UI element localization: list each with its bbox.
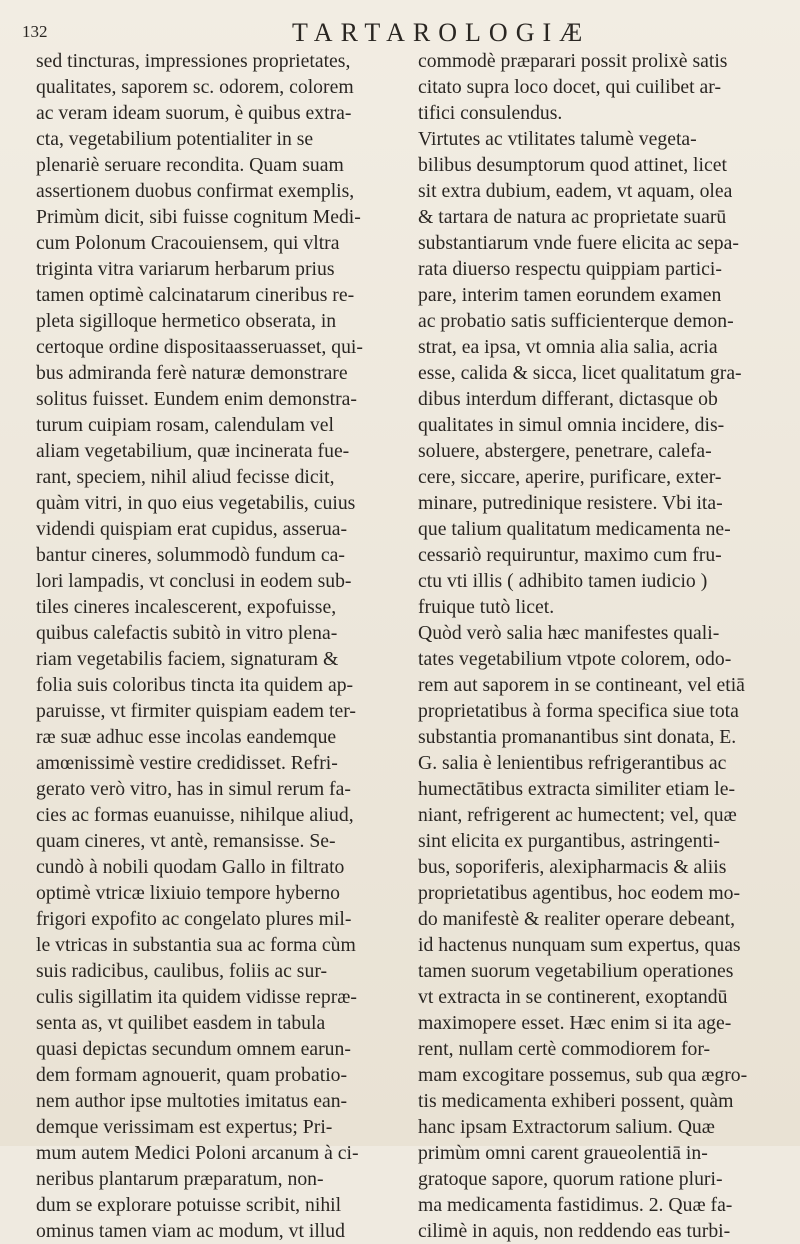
text-line: turum cuipiam rosam, calendulam vel (36, 414, 334, 436)
text-line: quibus calefactis subitò in vitro plena- (36, 622, 338, 644)
text-line: do manifestè & realiter operare debeant, (418, 908, 736, 930)
text-line: nem author ipse multoties imitatus ean- (36, 1090, 348, 1112)
text-line: paruisse, vt firmiter quispiam eadem ter- (36, 700, 356, 722)
text-line: tamen suorum vegetabilium operationes (418, 960, 734, 982)
text-line: niant, refrigerent ac humectent; vel, quæ (418, 804, 737, 826)
text-line: videndi quispiam erat cupidus, asserua- (36, 518, 348, 540)
text-line: bilibus desumptorum quod attinet, licet (418, 154, 727, 176)
text-line: proprietatibus agentibus, hoc eodem mo- (418, 882, 741, 904)
text-line: sit extra dubium, eadem, vt aquam, olea (418, 180, 733, 202)
text-line: bantur cineres, solummodò fundum ca- (36, 544, 345, 566)
text-line: que talium qualitatum medicamenta ne- (418, 518, 731, 540)
text-line: sint elicita ex purgantibus, astringenti- (418, 830, 720, 852)
text-line: vt extracta in se continerent, exoptandū (418, 986, 728, 1008)
text-line: & tartara de natura ac proprietate suarū (418, 206, 727, 228)
text-line: aliam vegetabilium, quæ incinerata fue- (36, 440, 350, 462)
text-line: cessariò requiruntur, maximo cum fru- (418, 544, 722, 566)
text-line: culis sigillatim ita quidem vidisse repræ- (36, 986, 357, 1008)
text-line: commodè præparari possit prolixè satis (418, 50, 728, 72)
text-line: certoque ordine dispositaasseruasset, qui- (36, 336, 363, 358)
text-line: cundò à nobili quodam Gallo in filtrato (36, 856, 345, 878)
text-line: demque verissimam est expertus; Pri- (36, 1116, 333, 1138)
text-line: fruique tutò licet. (418, 596, 555, 618)
text-line: mam excogitare possemus, sub qua ægro- (418, 1064, 748, 1086)
text-line: assertionem duobus confirmat exemplis, (36, 180, 355, 202)
text-line: qualitates, saporem sc. odorem, colorem (36, 76, 354, 98)
text-line: dibus interdum differant, dictasque ob (418, 388, 718, 410)
text-line: dum se explorare potuisse scribit, nihil (36, 1194, 342, 1216)
text-line: rant, speciem, nihil aliud fecisse dicit, (36, 466, 335, 488)
text-line: substantia promanantibus sint donata, E. (418, 726, 737, 748)
text-line: quàm vitri, in quo eius vegetabilis, cuius (36, 492, 356, 514)
text-line: citato supra loco docet, qui cuilibet ar- (418, 76, 722, 98)
text-line: Quòd verò salia hæc manifestes quali- (418, 622, 720, 644)
running-title: TARTAROLOGIÆ (292, 18, 591, 47)
text-line: esse, calida & sicca, licet qualitatum gra- (418, 362, 742, 384)
text-line: mum autem Medici Poloni arcanum à ci- (36, 1142, 359, 1164)
text-line: ominus tamen viam ac modum, vt illud (36, 1220, 345, 1242)
text-line: tifici consulendus. (418, 102, 563, 124)
text-line: ac probatio satis sufficienterque demon- (418, 310, 734, 332)
text-line: bus admiranda ferè naturæ demonstrare (36, 362, 348, 384)
text-line: ctu vti illis ( adhibito tamen iudicio ) (418, 570, 708, 592)
text-line: cta, vegetabilium potentialiter in se (36, 128, 314, 150)
text-line: le vtricas in substantia sua ac forma cùm (36, 934, 356, 956)
text-line: rent, nullam certè commodiorem for- (418, 1038, 711, 1060)
text-line: ac veram ideam suorum, è quibus extra- (36, 102, 352, 124)
text-line: humectātibus extracta similiter etiam le- (418, 778, 736, 800)
text-line: pleta sigilloque hermetico obserata, in (36, 310, 337, 332)
text-line: suis radicibus, caulibus, foliis ac sur- (36, 960, 328, 982)
text-line: neribus plantarum præparatum, non- (36, 1168, 324, 1190)
text-line: rem aut saporem in se contineant, vel etiā (418, 674, 745, 696)
text-line: quasi depictas secundum omnem earun- (36, 1038, 351, 1060)
text-line: optimè vtricæ lixiuio tempore hyberno (36, 882, 341, 904)
text-line: riam vegetabilis faciem, signaturam & (36, 648, 339, 670)
text-line: ma medicamenta fastidimus. 2. Quæ fa- (418, 1194, 733, 1216)
text-line: substantiarum vnde fuere elicita ac sepa- (418, 232, 739, 254)
text-line: proprietatibus à forma specifica siue tota (418, 700, 739, 722)
text-line: bus, soporiferis, alexipharmacis & aliis (418, 856, 727, 878)
text-line: primùm omni carent graueolentiā in- (418, 1142, 708, 1164)
text-line: G. salia è lenientibus refrigerantibus ac (418, 752, 727, 774)
text-line: cum Polonum Cracouiensem, qui vltra (36, 232, 340, 254)
page-number: 132 (22, 22, 48, 41)
text-line: tis medicamenta exhiberi possent, quàm (418, 1090, 734, 1112)
text-line: tamen optimè calcinatarum cineribus re- (36, 284, 355, 306)
text-line: qualitates in simul omnia incidere, dis- (418, 414, 725, 436)
text-line: sed tincturas, impressiones proprietates, (36, 50, 351, 72)
text-line: cies ac formas euanuisse, nihilque aliud, (36, 804, 354, 826)
text-line: dem formam agnouerit, quam probatio- (36, 1064, 348, 1086)
text-line: minare, putredinique resistere. Vbi ita- (418, 492, 723, 514)
left-text-column (36, 48, 391, 1244)
text-line: pare, interim tamen eorundem examen (418, 284, 722, 306)
text-line: tates vegetabilium vtpote colorem, odo- (418, 648, 732, 670)
text-line: gratoque sapore, quorum ratione pluri- (418, 1168, 723, 1190)
text-line: tiles cineres incalescerent, expofuisse, (36, 596, 337, 618)
text-line: gerato verò vitro, has in simul rerum fa- (36, 778, 351, 800)
text-line: amœnissimè vestire credidisset. Refri- (36, 752, 338, 774)
text-line: strat, ea ipsa, vt omnia alia salia, acria (418, 336, 718, 358)
right-text-column (418, 48, 773, 1244)
text-line: senta as, vt quilibet easdem in tabula (36, 1012, 326, 1034)
text-line: frigori expofito ac congelato plures mil- (36, 908, 352, 930)
text-line: lori lampadis, vt conclusi in eodem sub- (36, 570, 352, 592)
text-line: cere, siccare, aperire, purificare, exter- (418, 466, 722, 488)
text-line: hanc ipsam Extractorum salium. Quæ (418, 1116, 715, 1138)
text-line: ræ suæ adhuc esse incolas eandemque (36, 726, 337, 748)
text-line: quam cineres, vt antè, remansisse. Se- (36, 830, 336, 852)
text-line: Virtutes ac vtilitates talumè vegeta- (418, 128, 697, 150)
text-line: maximopere esset. Hæc enim si ita age- (418, 1012, 732, 1034)
text-line: plenariè seruare recondita. Quam suam (36, 154, 344, 176)
text-line: id hactenus nunquam sum expertus, quas (418, 934, 741, 956)
text-line: Primùm dicit, sibi fuisse cognitum Medi- (36, 206, 361, 228)
text-line: soluere, abstergere, penetrare, calefa- (418, 440, 712, 462)
text-line: triginta vitra variarum herbarum prius (36, 258, 335, 280)
text-line: solitus fuisset. Eundem enim demonstra- (36, 388, 357, 410)
text-line: cilimè in aquis, non reddendo eas turbi- (418, 1220, 731, 1242)
text-line: folia suis coloribus tincta ita quidem ap- (36, 674, 354, 696)
text-line: rata diuerso respectu quippiam partici- (418, 258, 722, 280)
